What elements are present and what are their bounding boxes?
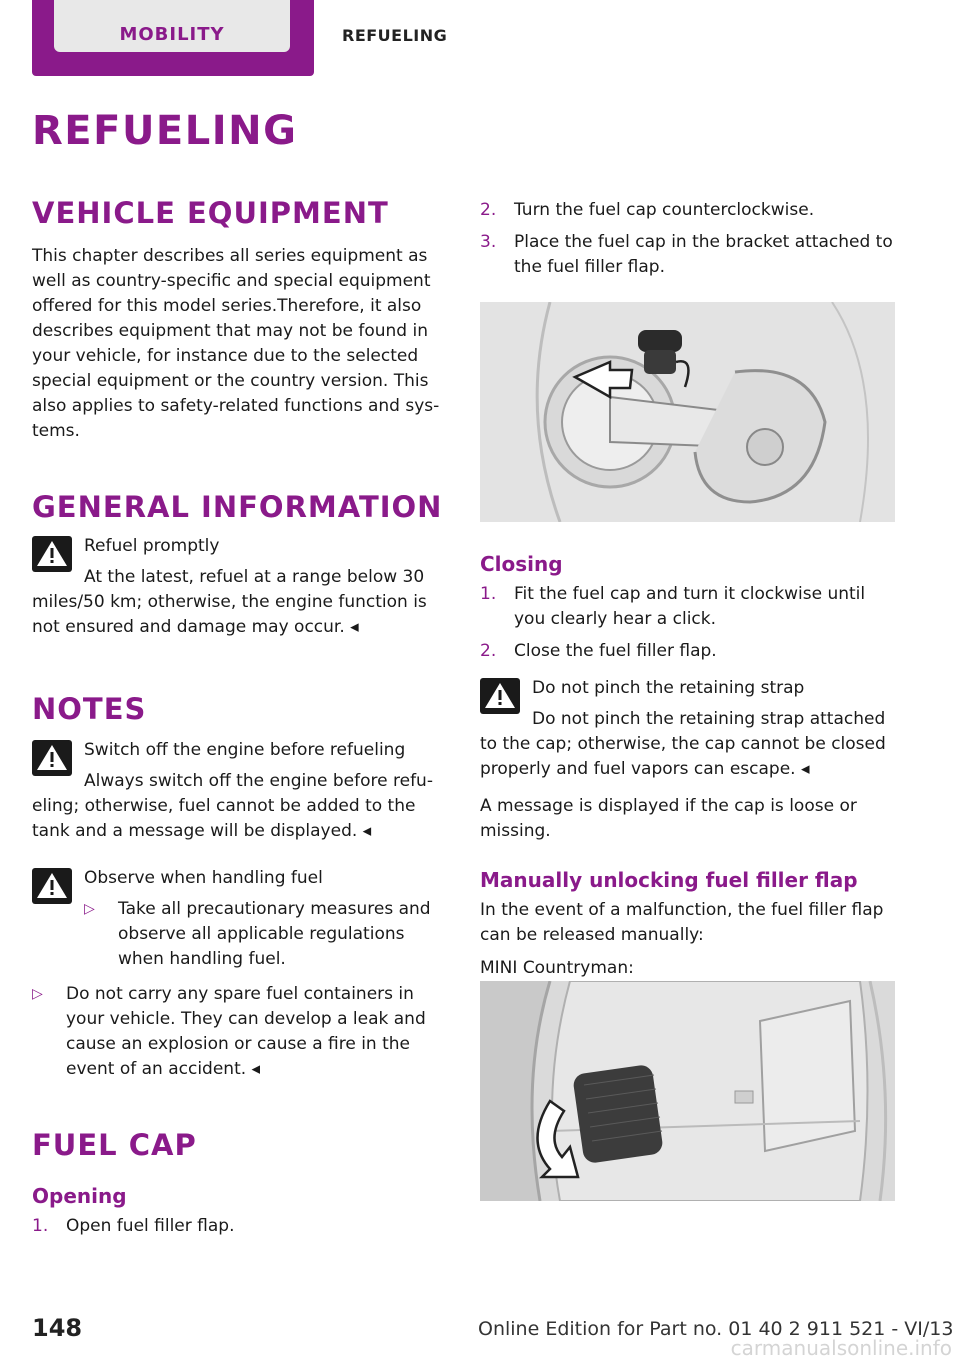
refuel-warning (32, 534, 447, 640)
page-title: REFUELING (32, 108, 298, 154)
strap-warning-text: Do not pinch the retaining strap attached to the cap; otherwise, the cap cannot be closed properly and fuel vapors can escape. ◂ (480, 709, 886, 779)
triangle-bullet-icon: ▷ (84, 901, 95, 917)
opening-heading: Opening (32, 1184, 127, 1208)
refuel-warning-text: At the latest, refuel at a range below 30 miles/50 km; otherwise, the engine function is not ensured and damage may occur. ◂ (32, 567, 427, 637)
strap-warning-title: Do not pinch the retaining strap (532, 678, 805, 698)
list-item: ▷ Do not carry any spare fuel containers in your vehicle. They can develop a leak and cause an explosion or cause a fire in the event of an accident. ◂ (32, 984, 426, 1079)
cargo-area-illustration (480, 981, 895, 1201)
vehicle-equipment-body: This chapter describes all series equipment as well as country-specific and special equipment offered for this model series.Therefore, it also describes equipment that may not be found in your vehicle, for instance due to the selected special equipment or the country version. This also applies to safety-related functions and systems. (32, 246, 440, 441)
fuel-cap-figure (480, 302, 895, 522)
list-item: ▷ Take all precautionary measures and observe all applicable regulations when handling fuel. (84, 899, 431, 969)
manual-unlock-body: In the event of a malfunction, the fuel filler flap can be released manually: (480, 900, 884, 945)
watermark: carmanualsonline.info (730, 1336, 952, 1360)
manual-unlock-model: MINI Countryman: (480, 958, 634, 978)
warning-icon (480, 678, 520, 714)
fuel-cap-heading: FUEL CAP (32, 1128, 197, 1162)
header-tab-label: MOBILITY (54, 0, 290, 52)
list-item: 2. Turn the fuel cap counterclockwise. (480, 200, 815, 220)
refuel-warning-title: Refuel promptly (84, 536, 220, 556)
closing-steps (480, 582, 895, 664)
countryman-figure (480, 981, 895, 1201)
left-column (32, 196, 447, 1239)
engine-off-warning (32, 738, 447, 844)
cap-message-text: A message is displayed if the cap is loose or missing. (480, 796, 857, 841)
list-item: 3. Place the fuel cap in the bracket attached to the fuel filler flap. (480, 232, 893, 277)
warning-icon (32, 740, 72, 776)
engine-off-warning-text: Always switch off the engine before refueling; otherwise, fuel cannot be added to the tank and a message will be displayed. ◂ (32, 771, 433, 841)
manual-unlock-heading: Manually unlocking fuel filler flap (480, 868, 858, 892)
page-number: 148 (32, 1314, 83, 1342)
warning-icon (32, 868, 72, 904)
strap-warning (480, 676, 895, 782)
engine-off-warning-title: Switch off the engine before refueling (84, 740, 406, 760)
edition-text: Online Edition for Part no. 01 40 2 911 521 - VI/13 (478, 1318, 954, 1340)
fuel-handling-warning-title: Observe when handling fuel (84, 868, 323, 888)
opening-steps-left (32, 1214, 447, 1239)
notes-heading: NOTES (32, 692, 147, 726)
warning-icon (32, 536, 72, 572)
triangle-bullet-icon: ▷ (32, 986, 43, 1002)
right-column (480, 198, 895, 1201)
header-tab (32, 0, 314, 76)
list-item: 1. Fit the fuel cap and turn it clockwise until you clearly hear a click. (480, 584, 866, 629)
vehicle-equipment-heading: VEHICLE EQUIPMENT (32, 196, 389, 230)
fuel-handling-warning (32, 866, 447, 1082)
list-item: 2. Close the fuel filler flap. (480, 641, 717, 661)
header-section-label: REFUELING (342, 26, 448, 45)
opening-steps-right (480, 198, 895, 280)
general-information-heading: GENERAL INFORMATION (32, 490, 443, 524)
fuel-handling-sublist (32, 897, 447, 972)
fuel-handling-list (32, 982, 447, 1082)
fuel-cap-illustration (480, 302, 895, 522)
closing-heading: Closing (480, 552, 563, 576)
list-item: 1. Open fuel filler flap. (32, 1216, 235, 1236)
